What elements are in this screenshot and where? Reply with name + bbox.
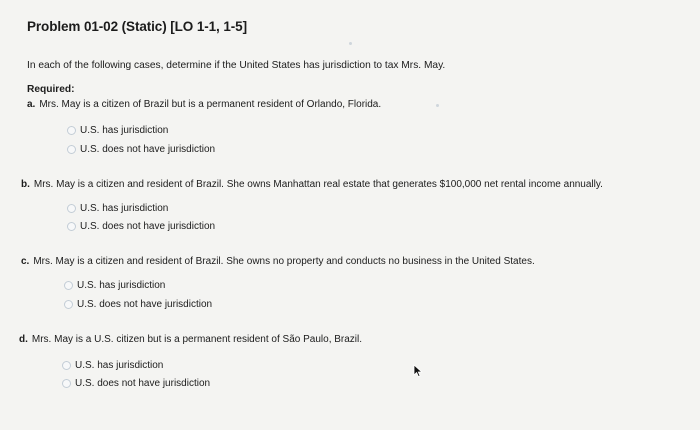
question-d-letter: d. <box>19 334 28 345</box>
radio-icon[interactable] <box>67 126 76 135</box>
question-a-letter: a. <box>27 99 36 110</box>
question-d <box>19 334 362 345</box>
radio-icon[interactable] <box>67 145 76 154</box>
option-b-no-jurisdiction[interactable] <box>67 221 215 232</box>
question-a-text: Mrs. May is a citizen of Brazil but is a permanent resident of Orlando, Florida. <box>39 99 382 110</box>
radio-icon[interactable] <box>64 281 73 290</box>
radio-icon[interactable] <box>62 361 71 370</box>
option-label: U.S. has jurisdiction <box>80 125 169 136</box>
option-label: U.S. does not have jurisdiction <box>80 144 216 155</box>
page-title: Problem 01-02 (Static) [LO 1-1, 1-5] <box>27 19 247 34</box>
dot-icon <box>349 42 352 45</box>
option-c-has-jurisdiction[interactable] <box>64 280 165 291</box>
question-d-text: Mrs. May is a U.S. citizen but is a permanent resident of São Paulo, Brazil. <box>31 334 363 345</box>
option-label: U.S. does not have jurisdiction <box>77 299 213 310</box>
dot-icon <box>436 104 439 107</box>
option-b-has-jurisdiction[interactable] <box>67 203 168 214</box>
option-label: U.S. has jurisdiction <box>80 203 169 214</box>
radio-icon[interactable] <box>64 300 73 309</box>
radio-icon[interactable] <box>62 379 71 388</box>
question-c-letter: c. <box>21 256 30 267</box>
option-label: U.S. does not have jurisdiction <box>75 378 211 389</box>
option-label: U.S. has jurisdiction <box>75 360 164 371</box>
option-label: U.S. does not have jurisdiction <box>80 221 216 232</box>
question-b-letter: b. <box>21 179 30 190</box>
radio-icon[interactable] <box>67 204 76 213</box>
required-label: Required: <box>27 84 75 95</box>
radio-icon[interactable] <box>67 222 76 231</box>
option-d-no-jurisdiction[interactable] <box>62 378 210 389</box>
mouse-pointer-icon <box>413 364 423 378</box>
question-b <box>21 179 603 190</box>
question-c-text: Mrs. May is a citizen and resident of Brazil. She owns no property and conducts no business in the United States. <box>33 256 535 267</box>
question-c <box>21 256 535 267</box>
option-label: U.S. has jurisdiction <box>77 280 166 291</box>
question-a <box>27 99 381 110</box>
option-a-has-jurisdiction[interactable] <box>67 125 168 136</box>
question-b-text: Mrs. May is a citizen and resident of Brazil. She owns Manhattan real estate that generates $100,000 net rental income annually. <box>33 179 603 190</box>
option-c-no-jurisdiction[interactable] <box>64 299 212 310</box>
option-a-no-jurisdiction[interactable] <box>67 144 215 155</box>
instructions-text: In each of the following cases, determine if the United States has jurisdiction to tax Mrs. May. <box>27 60 446 71</box>
option-d-has-jurisdiction[interactable] <box>62 360 163 371</box>
